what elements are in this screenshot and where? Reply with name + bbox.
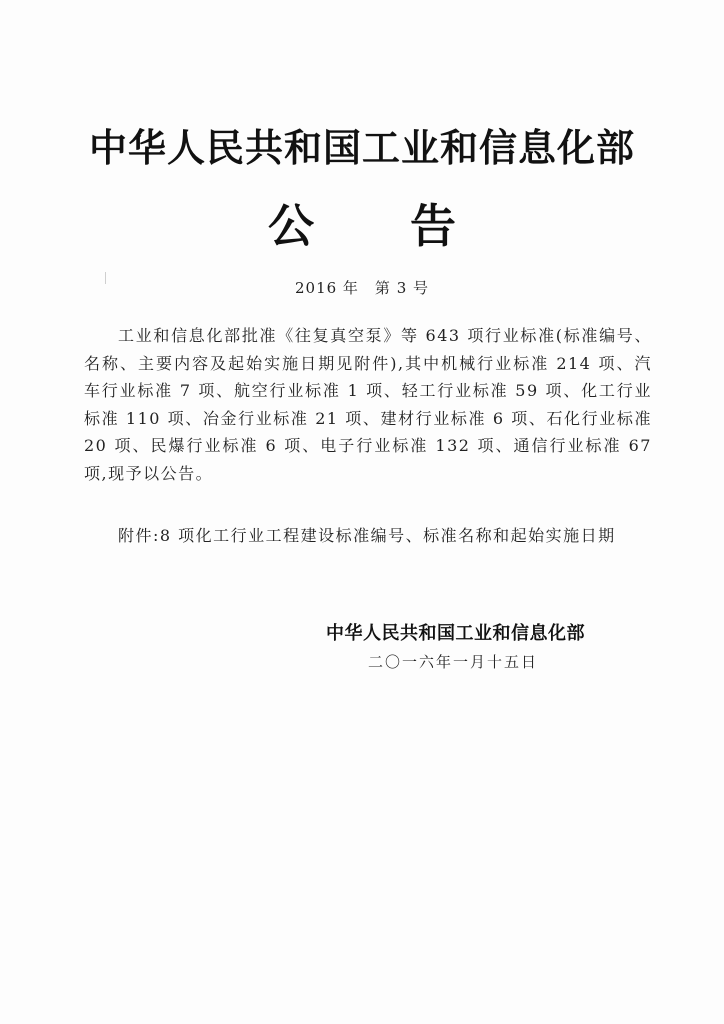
signature-organization: 中华人民共和国工业和信息化部 xyxy=(326,623,585,644)
attachment-note: 附件:8 项化工行业工程建设标准编号、标准名称和起始实施日期 xyxy=(118,526,616,545)
issue-number: 2016 年 第 3 号 xyxy=(294,279,430,297)
notice-body-paragraph: 工业和信息化部批准《往复真空泵》等 643 项行业标准(标准编号、名称、主要内容及起始实施日期见附件),其中机械行业标准 214 项、汽车行业标准 7 项、航空行业标准 1 项、轻工行业标准 59 项、化工行业标准 110 项、冶金行业标准 21 项、建材行业标准 6 项、石化行业标准 20 项、民爆行业标准 6 项、电子行业标准 132 项、通信行业标准 67 项,现予以公告。 xyxy=(84,326,652,483)
signature-date: 二〇一六年一月十五日 xyxy=(368,653,539,671)
ministry-title: 中华人民共和国工业和信息化部 xyxy=(88,126,635,170)
notice-title-char-1: 公 xyxy=(268,199,314,253)
notice-title-char-2: 告 xyxy=(410,199,456,253)
notice-title xyxy=(0,196,724,256)
